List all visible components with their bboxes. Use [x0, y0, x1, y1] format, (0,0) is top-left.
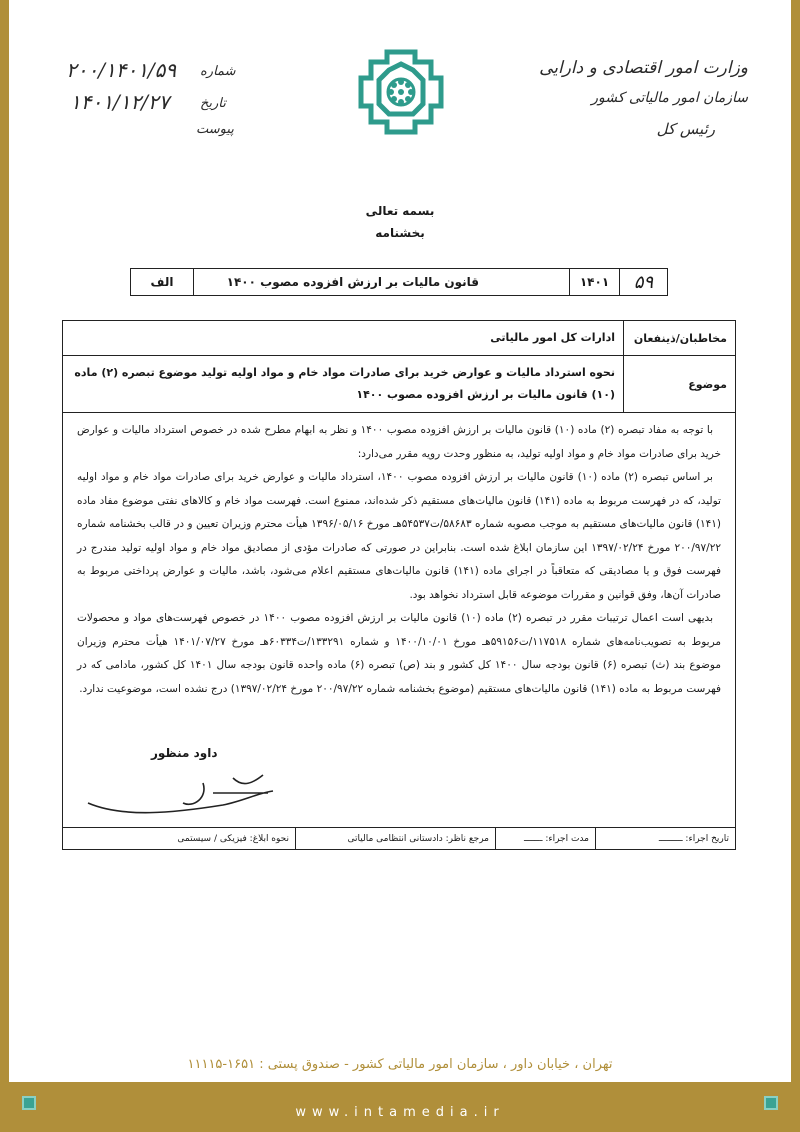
circular-number: ۵۹	[619, 269, 667, 295]
execution-info-row	[63, 827, 735, 849]
letter-number: ۲۰۰/۱۴۰۱/۵۹	[66, 58, 177, 82]
execution-date: تاریخ اجراء: ـــــــــ	[595, 828, 735, 849]
attachment-label: پیوست	[196, 122, 234, 137]
basmala-heading: بسمه تعالی	[365, 204, 435, 218]
supervisory-authority: مرجع ناظر: دادستانی انتظامی مالیاتی	[295, 828, 495, 849]
letter-date: ۱۴۰۱/۱۲/۲۷	[70, 90, 170, 114]
ministry-name: وزارت امور اقتصادی و دارایی	[539, 58, 748, 78]
number-label: شماره	[200, 64, 236, 79]
date-label: تاریخ	[200, 96, 226, 111]
law-title: قانون مالیات بر ارزش افزوده مصوب ۱۴۰۰	[193, 269, 569, 295]
page-frame-right	[791, 0, 800, 1132]
body-paragraph: بدیهی است اعمال ترتیبات مقرر در تبصره (۲) ماده (۱۰) قانون مالیات بر ارزش افزوده مصوب ۱۴۰۰ در خصوص فهرست‌های مواد و محصولات مربوط به تصویب‌نامه‌های شماره ۱۱۷۵۱۸/ت۵۹۱۵۶هـ مورخ ۱۴۰۰/۱۰/۰۱ و شماره ۱۳۳۲۹۱/ت۶۰۳۳۴هـ مورخ ۱۴۰۱/۰۷/۲۷ هیأت محترم وزیران موضوع بند (ث) تبصره (۶) قانون بودجه سال ۱۴۰۰ کل کشور و بند (ص) تبصره (۶) ماده واحده قانون بودجه سال ۱۴۰۱ کل کشور، مادامی که در فهرست مربوط به ماده (۱۴۱) قانون مالیات‌های مستقیم (موضوع بخشنامه شماره ۲۰۰/۹۷/۲۲ مورخ ۱۳۹۷/۰۲/۲۴) درج نشده است، موضوعیت ندارد.	[77, 612, 722, 695]
organization-name: سازمان امور مالیاتی کشور	[591, 90, 748, 106]
body-paragraph: با توجه به مفاد تبصره (۲) ماده (۱۰) قانون مالیات بر ارزش افزوده مصوب ۱۴۰۰ و نظر به ابهام مطرح شده در خصوص استرداد مالیات و عوارض خرید برای صادرات مواد خام و مواد اولیه تولید، به منظور وحدت رویه مقرر می‌دارد:	[77, 424, 721, 460]
page-frame-left	[0, 0, 9, 1132]
circular-year: ۱۴۰۱	[569, 269, 619, 295]
website-url: www.intamedia.ir	[295, 1105, 505, 1120]
body-text	[63, 413, 735, 794]
body-paragraph: بر اساس تبصره (۲) ماده (۱۰) قانون مالیات بر ارزش افزوده مصوب ۱۴۰۰، استرداد مالیات و عوارض خرید برای صادرات مواد خام و مواد اولیه تولید، که در فهرست مربوط به ماده (۱۴۱) قانون مالیات‌های مستقیم ذکر شده‌اند، ممنوع است. فهرست مواد خام و کالاهای نفتی موضوع مفاد ماده (۱۴۱) قانون مالیات‌های مستقیم به موجب مصوبه شماره ۵۸۶۸۳/ت۵۴۵۳۷هـ مورخ ۱۳۹۶/۰۵/۱۶ هیأت محترم وزیران تعیین و در قالب بخشنامه شماره ۲۰۰/۹۷/۲۲ مورخ ۱۳۹۷/۰۲/۲۴ این سازمان ابلاغ شده است. بنابراین در صورتی که صادرات مؤدی از مصادیق مواد خام و مواد اولیه تولید مندرج در فهرست فوق و یا مصادیقی که متعاقباً در اجرای ماده (۱۴۱) قانون مالیات‌های مستقیم اعلام می‌شود، باشد، مالیات و عوارض پرداختی مربوط به صادرات آن‌ها، وفق قوانین و مقررات موضوعه قابل استرداد نخواهد بود.	[77, 471, 722, 601]
subject-label: موضوع	[623, 356, 735, 412]
signer-name: داود منظور	[151, 746, 218, 760]
postal-address: تهران ، خیابان داور ، سازمان امور مالیاتی کشور - صندوق پستی : ۱۶۵۱-۱۱۱۱۵	[187, 1057, 613, 1072]
signature-image	[83, 763, 283, 823]
execution-period: مدت اجراء: ـــــــ	[495, 828, 595, 849]
position-title: رئیس کل	[656, 120, 715, 138]
subject-row	[63, 356, 735, 413]
subject-value: نحوه استرداد مالیات و عوارض خرید برای صادرات مواد خام و مواد اولیه تولید موضوع تبصره (۲) ماده (۱۰) قانون مالیات بر ارزش افزوده مصوب ۱۴۰۰	[74, 366, 615, 401]
recipients-label: مخاطبان/ذینفعان	[623, 321, 735, 355]
recipients-value: ادارات کل امور مالیاتی	[490, 331, 615, 344]
notification-method: نحوه ابلاغ: فیزیکی / سیستمی	[177, 833, 289, 844]
circular-heading: بخشنامه	[375, 226, 425, 240]
circular-code: الف	[150, 275, 174, 289]
circular-body-box	[62, 320, 736, 850]
organization-logo-icon	[357, 48, 445, 136]
reference-row	[130, 268, 668, 296]
recipients-row	[63, 321, 735, 356]
